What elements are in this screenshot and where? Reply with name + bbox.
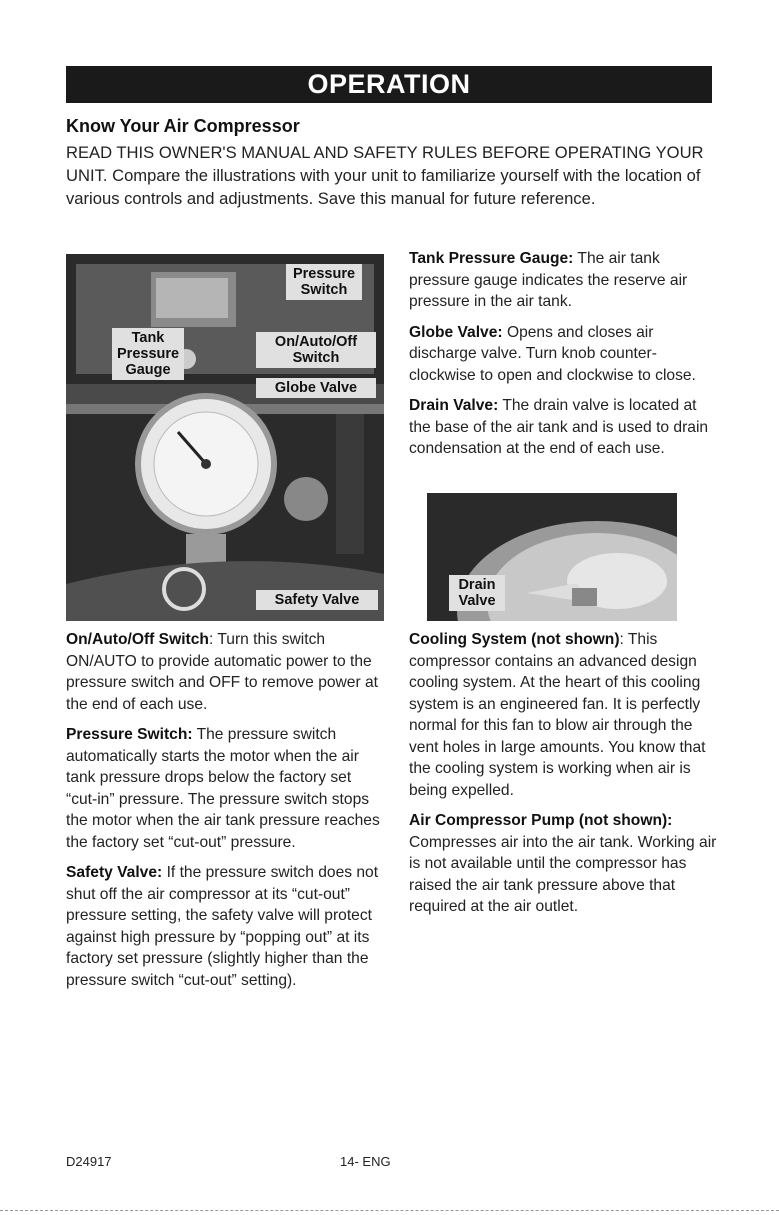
pressure-switch-text: The pressure switch automatically starts the motor when the air tank pressure drops below the factory set “cut-in” pressure. The pressure switch stops the motor when the air tank pressure reaches the factory set “cut-out” pressure. — [66, 726, 380, 851]
safety-valve-title: Safety Valve: — [66, 864, 163, 881]
drain-valve-callout: Drain Valve — [449, 575, 505, 611]
safety-valve-text: If the pressure switch does not shut off the air compressor at its “cut-out” pressure setting, the safety valve will protect against high pressure by “popping out” at its factory set pressure (slightly higher than the pressure switch “cut-out” setting). — [66, 864, 379, 989]
compressor-controls-photo — [66, 254, 384, 621]
page-edge-line — [0, 1210, 779, 1211]
globe-valve-text: Opens and closes air discharge valve. Turn knob counter-clockwise to open and clockwise to close. — [409, 323, 696, 384]
safety-valve-description — [66, 862, 384, 991]
section-banner: OPERATION — [66, 66, 712, 103]
cooling-system-description — [409, 629, 721, 801]
pressure-switch-description — [66, 724, 384, 853]
cooling-system-title: Cooling System (not shown) — [409, 631, 620, 648]
tank-pressure-gauge-callout: Tank Pressure Gauge — [112, 328, 184, 380]
pump-description — [409, 810, 721, 918]
on-auto-off-text: : Turn this switch ON/AUTO to provide automatic power to the pressure switch and OFF to remove power at the end of each use. — [66, 631, 378, 713]
pump-title: Air Compressor Pump (not shown): — [409, 812, 673, 829]
pump-text: Compresses air into the air tank. Working air is not available until the compressor has raised the air tank pressure above that required at the air outlet. — [409, 833, 717, 915]
pressure-switch-callout: Pressure Switch — [286, 264, 362, 300]
on-auto-off-title: On/Auto/Off Switch — [66, 631, 209, 648]
on-auto-off-description — [66, 629, 384, 715]
cooling-system-text: : This compressor contains an advanced design cooling system. At the heart of this cooling system is an engineered fan. It is perfectly normal for this fan to blow air through the vent holes in large amounts. You know that the cooling system is working when air is being expelled. — [409, 631, 706, 799]
pressure-switch-title: Pressure Switch: — [66, 726, 193, 743]
globe-valve-description — [409, 322, 719, 387]
drain-valve-description — [409, 395, 719, 460]
document-number: D24917 — [66, 1154, 112, 1169]
globe-valve-callout: Globe Valve — [256, 378, 376, 398]
tank-gauge-description — [409, 248, 719, 313]
on-auto-off-switch-callout: On/Auto/Off Switch — [256, 332, 376, 368]
tank-gauge-text: The air tank pressure gauge indicates the reserve air pressure in the air tank. — [409, 250, 688, 310]
right-column-top — [409, 248, 719, 469]
page-number: 14- ENG — [340, 1154, 391, 1169]
controls-photo-illustration — [66, 254, 384, 621]
left-column — [66, 629, 384, 1000]
globe-valve-title: Globe Valve: — [409, 323, 503, 341]
drain-valve-title: Drain Valve: — [409, 397, 499, 414]
right-column-bottom — [409, 629, 721, 927]
tank-gauge-title: Tank Pressure Gauge: — [409, 250, 574, 267]
drain-valve-text: The drain valve is located at the base of the air tank and is used to drain condensation at the end of each use. — [409, 397, 709, 457]
drain-valve-photo — [427, 493, 677, 621]
section-heading: Know Your Air Compressor — [66, 116, 300, 136]
intro-paragraph: READ THIS OWNER'S MANUAL AND SAFETY RULES BEFORE OPERATING YOUR UNIT. Compare the illustrations with your unit to familiarize yourself with the location of various controls and adjustments. Save this manual for future reference. — [66, 143, 704, 208]
safety-valve-callout: Safety Valve — [256, 590, 378, 610]
